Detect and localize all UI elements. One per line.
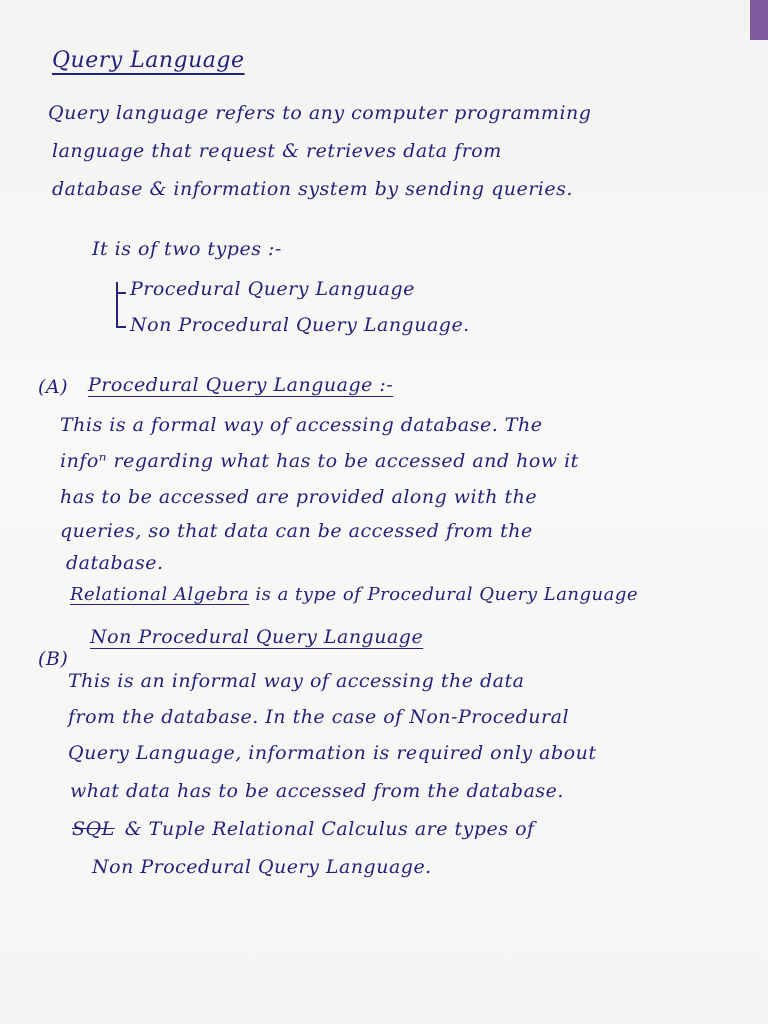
arrow-2-icon	[116, 326, 126, 328]
type-procedural: Procedural Query Language	[130, 278, 415, 300]
types-bracket	[116, 282, 118, 326]
section-a-marker: (A)	[38, 376, 69, 398]
page-corner-mark	[750, 0, 768, 40]
section-a-heading: Procedural Query Language :-	[88, 374, 394, 396]
section-b-line-4: what data has to be accessed from the database.	[70, 780, 564, 802]
section-b-line-6: Non Procedural Query Language.	[92, 856, 432, 878]
struck-sql: SQL	[72, 818, 115, 840]
intro-line-1: Query language refers to any computer programming	[48, 102, 592, 124]
section-a-example	[70, 584, 638, 605]
section-b-line-2: from the database. In the case of Non-Procedural	[68, 706, 570, 728]
section-b-line-5-text: & Tuple Relational Calculus are types of	[124, 818, 535, 840]
page-title: Query Language	[52, 48, 245, 73]
intro-line-3: database & information system by sending queries.	[52, 178, 573, 200]
intro-line-2: language that request & retrieves data from	[52, 140, 502, 162]
section-a-line-4: queries, so that data can be accessed from the	[60, 520, 533, 542]
section-b-marker: (B)	[38, 648, 69, 670]
section-a-line-3: has to be accessed are provided along with the	[60, 486, 538, 508]
relational-algebra-term: Relational Algebra	[70, 584, 250, 605]
section-b-line-5	[72, 818, 535, 840]
type-non-procedural: Non Procedural Query Language.	[130, 314, 470, 336]
section-a-example-rest: is a type of Procedural Query Language	[249, 584, 639, 605]
types-intro: It is of two types :-	[92, 238, 282, 260]
section-b-line-3: Query Language, information is required only about	[68, 742, 597, 764]
section-b-heading: Non Procedural Query Language	[90, 626, 424, 648]
arrow-1-icon	[116, 292, 126, 294]
section-a-line-5: database.	[66, 552, 164, 574]
section-a-line-2: infoⁿ regarding what has to be accessed and how it	[60, 450, 579, 472]
section-b-line-1: This is an informal way of accessing the data	[68, 670, 525, 692]
section-a-line-1: This is a formal way of accessing database. The	[60, 414, 543, 436]
